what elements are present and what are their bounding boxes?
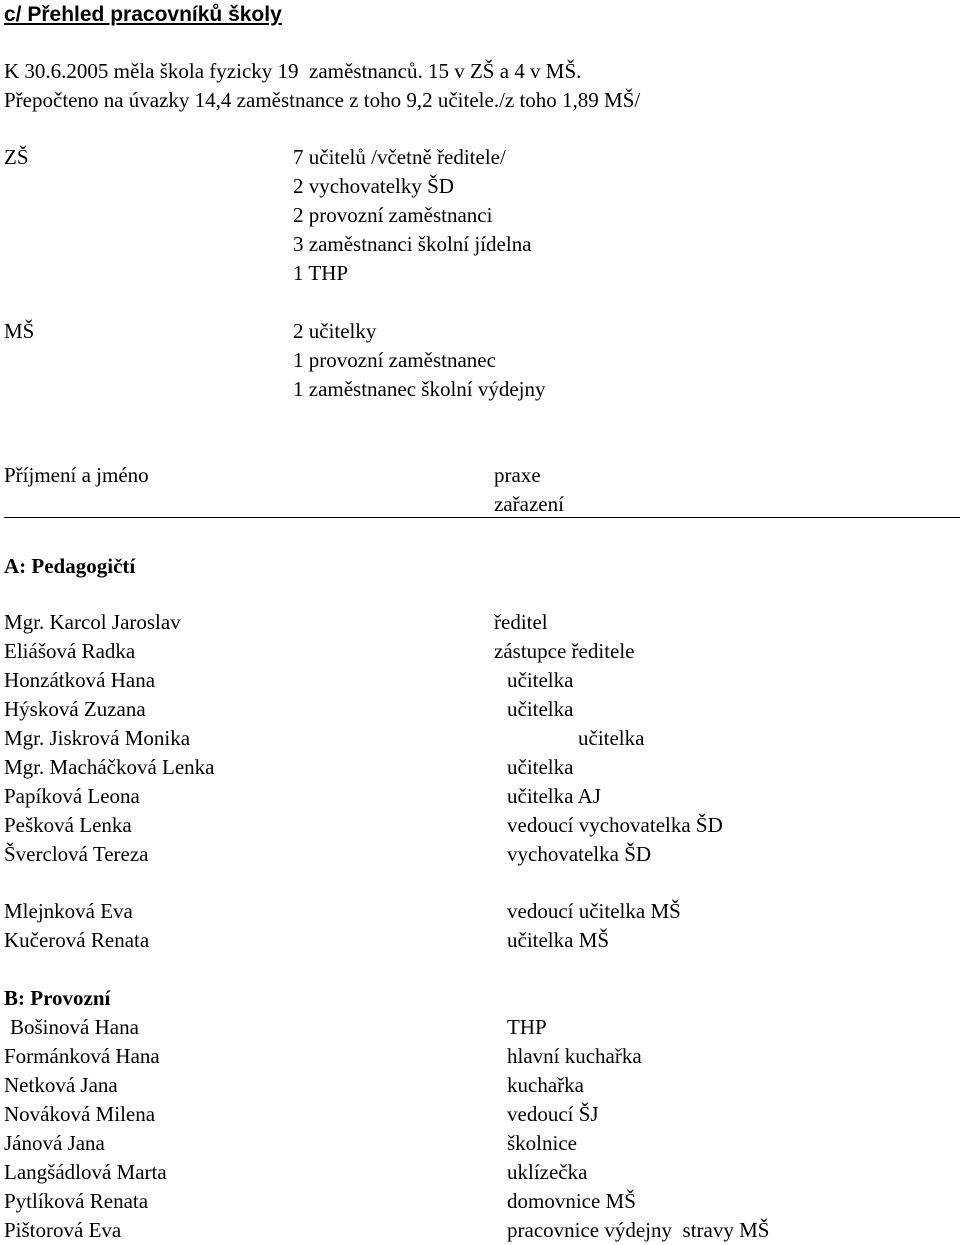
staff-name: Nováková Milena — [4, 1102, 156, 1126]
header-zarazeni: zařazení — [494, 492, 564, 516]
header-name: Příjmení a jméno — [4, 463, 149, 487]
zs-item: 3 zaměstnanci školní jídelna — [293, 232, 532, 256]
staff-role: učitelka — [578, 726, 645, 750]
staff-name: Formánková Hana — [4, 1044, 160, 1068]
page-title: c/ Přehled pracovníků školy — [4, 3, 282, 26]
staff-role: vedoucí učitelka MŠ — [507, 899, 681, 923]
intro-line-2: Přepočteno na úvazky 14,4 zaměstnance z toho 9,2 učitele./z toho 1,89 MŠ/ — [4, 88, 641, 112]
intro-line-1: K 30.6.2005 měla škola fyzicky 19 zaměstnanců. 15 v ZŠ a 4 v MŠ. — [4, 59, 582, 83]
section-a-title: A: Pedagogičtí — [4, 554, 136, 578]
zs-item: 2 vychovatelky ŠD — [293, 174, 454, 198]
staff-role: uklízečka — [507, 1160, 588, 1184]
staff-name: Mgr. Macháčková Lenka — [4, 755, 215, 779]
staff-role: učitelka — [507, 697, 574, 721]
staff-name: Pešková Lenka — [4, 813, 132, 837]
staff-role: vedoucí vychovatelka ŠD — [507, 813, 723, 837]
header-divider — [4, 517, 960, 518]
staff-name: Eliášová Radka — [4, 639, 136, 663]
staff-role: ředitel — [494, 610, 548, 634]
staff-name: Mlejnková Eva — [4, 899, 133, 923]
staff-name: Honzátková Hana — [4, 668, 156, 692]
staff-role: učitelka — [507, 755, 574, 779]
zs-item: 2 provozní zaměstnanci — [293, 203, 493, 227]
ms-item: 1 zaměstnanec školní výdejny — [293, 377, 546, 401]
section-b-title: B: Provozní — [4, 986, 111, 1010]
staff-role: hlavní kuchařka — [507, 1044, 642, 1068]
ms-item: 1 provozní zaměstnanec — [293, 348, 496, 372]
staff-name: Kučerová Renata — [4, 928, 150, 952]
staff-role: domovnice MŠ — [507, 1189, 636, 1213]
staff-name: Langšádlová Marta — [4, 1160, 167, 1184]
zs-label: ZŠ — [4, 145, 29, 169]
header-praxe: praxe — [494, 463, 541, 487]
staff-name: Papíková Leona — [4, 784, 140, 808]
ms-label: MŠ — [4, 319, 35, 343]
staff-name: Mgr. Jiskrová Monika — [4, 726, 191, 750]
zs-item: 7 učitelů /včetně ředitele/ — [293, 145, 506, 169]
staff-role: vychovatelka ŠD — [507, 842, 652, 866]
staff-name: Mgr. Karcol Jaroslav — [4, 610, 181, 634]
staff-role: pracovnice výdejny stravy MŠ — [507, 1218, 770, 1242]
staff-name: Šverclová Tereza — [4, 842, 149, 866]
staff-name: Bošinová Hana — [10, 1015, 139, 1039]
staff-role: THP — [507, 1015, 547, 1039]
staff-name: Hýsková Zuzana — [4, 697, 146, 721]
staff-role: učitelka AJ — [507, 784, 601, 808]
staff-role: zástupce ředitele — [494, 639, 635, 663]
staff-role: učitelka MŠ — [507, 928, 610, 952]
zs-item: 1 THP — [293, 261, 349, 285]
staff-name: Netková Jana — [4, 1073, 118, 1097]
staff-role: vedoucí ŠJ — [507, 1102, 599, 1126]
staff-role: učitelka — [507, 668, 574, 692]
staff-role: školnice — [507, 1131, 577, 1155]
staff-name: Pytlíková Renata — [4, 1189, 149, 1213]
staff-name: Pištorová Eva — [4, 1218, 122, 1242]
staff-name: Jánová Jana — [4, 1131, 105, 1155]
staff-role: kuchařka — [507, 1073, 584, 1097]
ms-item: 2 učitelky — [293, 319, 377, 343]
